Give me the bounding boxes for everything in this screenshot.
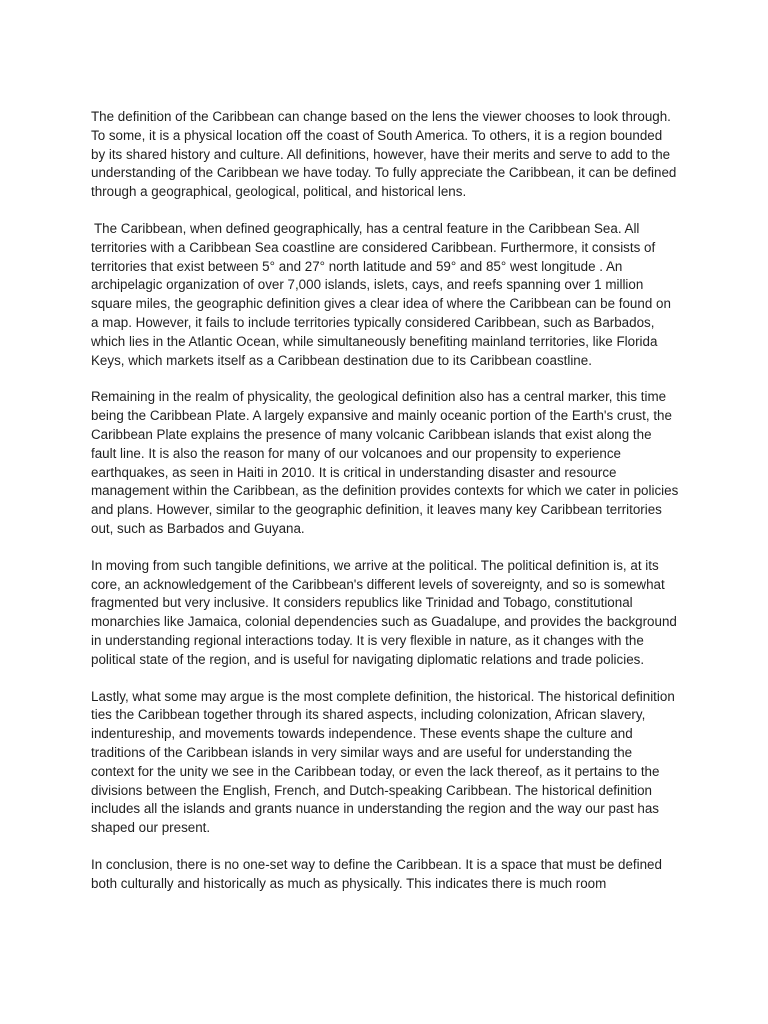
paragraph-historical: Lastly, what some may argue is the most complete definition, the historical. The historical definition ties the Caribbean together through its shared aspects, including colonization, African slavery, indentureship, and movements towards independence. These events shape the culture and traditions of the Caribbean islands in very similar ways and are useful for understanding the context for the unity we see in the Caribbean today, or even the lack thereof, as it pertains to the divisions between the English, French, and Dutch-speaking Caribbean. The historical definition includes all the islands and grants nuance in understanding the region and the way our past has shaped our present.	[91, 688, 675, 836]
paragraph-introduction: The definition of the Caribbean can change based on the lens the viewer chooses to look through. To some, it is a physical location off the coast of South America. To others, it is a region bounded by its shared history and culture. All definitions, however, have their merits and serve to add to the understanding of the Caribbean we have today. To fully appreciate the Caribbean, it can be defined through a geographical, geological, political, and historical lens.	[91, 109, 677, 200]
paragraph-conclusion: In conclusion, there is no one-set way to define the Caribbean. It is a space that must be defined both culturally and historically as much as physically. This indicates there is much room	[91, 856, 662, 891]
paragraph-political: In moving from such tangible definitions, we arrive at the political. The political definition is, at its core, an acknowledgement of the Caribbean's different levels of sovereignty, and so is somewhat fragmented but very inclusive. It considers republics like Trinidad and Tobago, constitutional monarchies like Jamaica, colonial dependencies such as Guadalupe, and provides the background in understanding regional interactions today. It is very flexible in nature, as it changes with the political state of the region, and is useful for navigating diplomatic relations and trade policies.	[91, 557, 677, 667]
document-body	[91, 108, 679, 911]
paragraph-geographical: The Caribbean, when defined geographically, has a central feature in the Caribbean Sea. All territories with a Caribbean Sea coastline are considered Caribbean. Furthermore, it consists of territories that exist between 5° and 27° north latitude and 59° and 85° west longitude . An archipelagic organization of over 7,000 islands, islets, cays, and reefs spanning over 1 million square miles, the geographic definition gives a clear idea of where the Caribbean can be found on a map. However, it fails to include territories typically considered Caribbean, such as Barbados, which lies in the Atlantic Ocean, while simultaneously benefiting mainland territories, like Florida Keys, which markets itself as a Caribbean destination due to its Caribbean coastline.	[91, 220, 671, 368]
paragraph-geological: Remaining in the realm of physicality, the geological definition also has a central marker, this time being the Caribbean Plate. A largely expansive and mainly oceanic portion of the Earth's crust, the Caribbean Plate explains the presence of many volcanic Caribbean islands that exist along the fault line. It is also the reason for many of our volcanoes and our propensity to experience earthquakes, as seen in Haiti in 2010. It is critical in understanding disaster and resource management within the Caribbean, as the definition provides contexts for which we cater in policies and plans. However, similar to the geographic definition, it leaves many key Caribbean territories out, such as Barbados and Guyana.	[91, 389, 679, 536]
